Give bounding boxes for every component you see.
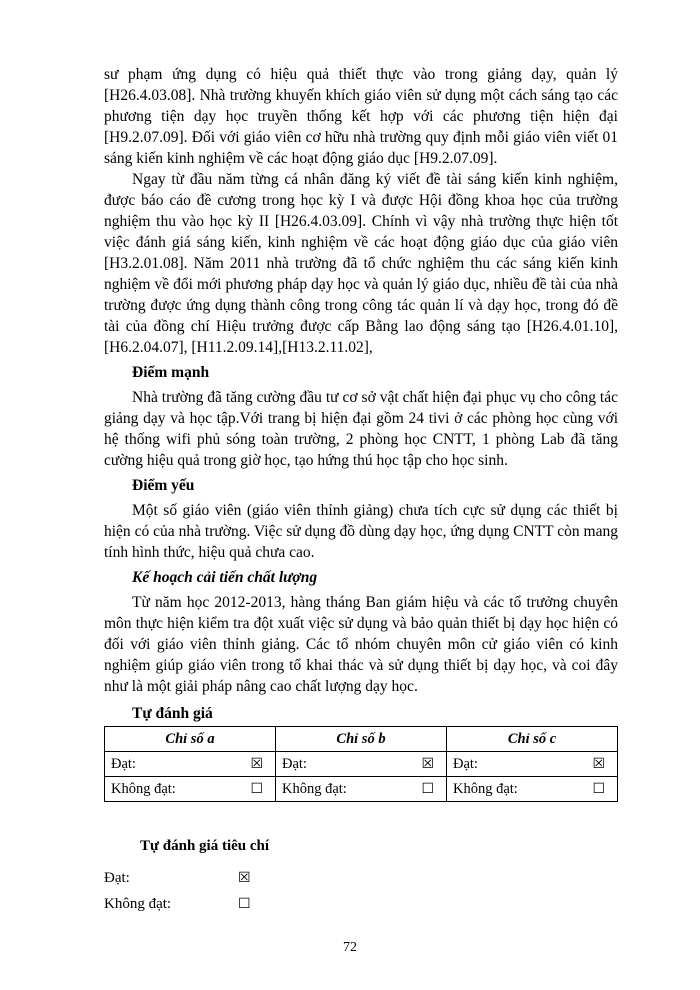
unchecked-box-icon[interactable]: ☐ xyxy=(238,896,251,912)
cell-pass-a xyxy=(105,752,276,777)
unchecked-box-icon[interactable]: ☐ xyxy=(592,781,605,797)
table-header-row xyxy=(105,727,618,752)
paragraph-2: Ngay từ đầu năm từng cá nhân đăng ký viết đề tài sáng kiến kinh nghiệm, được báo cáo đề cương trong học kỳ I và được Hội đồng khoa học của trường nghiệm thu vào học kỳ II [H26.4.03.09]. Chính vì vậy nhà trường thực hiện tốt việc đánh giá sáng kiến, kinh nghiệm về các hoạt động giáo dục của giáo viên [H3.2.01.08]. Năm 2011 nhà trường đã tổ chức nghiệm thu các sáng kiến kinh nghiệm về đổi mới phương pháp dạy học và quản lý giáo dục, nhiều đề tài của nhà trường được ứng dụng thành công trong công tác quản lí và dạy học, trong đó đề tài của đồng chí Hiệu trưởng được cấp Bằng lao động sáng tạo [H26.4.01.10], [H6.2.04.07], [H11.2.09.14],[H13.2.11.02], xyxy=(104,171,618,356)
column-header: Chỉ số c xyxy=(447,727,618,752)
strengths-heading: Điểm mạnh xyxy=(132,364,210,381)
fail-label: Không đạt: xyxy=(111,780,176,797)
plan-heading: Kế hoạch cải tiến chất lượng xyxy=(132,569,318,586)
page-number: 72 xyxy=(343,940,357,955)
criterion-title: Tự đánh giá tiêu chí xyxy=(140,838,270,854)
fail-label: Không đạt: xyxy=(282,780,347,797)
criterion-fail-label: Không đạt: xyxy=(104,895,172,912)
document-body xyxy=(104,64,618,917)
pass-label: Đạt: xyxy=(453,755,478,772)
self-assessment-table xyxy=(104,726,618,802)
criterion-fail-row xyxy=(104,891,618,917)
self-assessment-title: Tự đánh giá xyxy=(132,705,213,722)
pass-label: Đạt: xyxy=(111,755,136,772)
checked-box-icon[interactable]: ☒ xyxy=(421,756,434,772)
pass-label: Đạt: xyxy=(282,755,307,772)
cell-fail-c xyxy=(447,777,618,802)
checked-box-icon[interactable]: ☒ xyxy=(238,870,251,886)
cell-pass-c xyxy=(447,752,618,777)
table-row-fail xyxy=(105,777,618,802)
cell-fail-a xyxy=(105,777,276,802)
cell-pass-b xyxy=(276,752,447,777)
unchecked-box-icon[interactable]: ☐ xyxy=(250,781,263,797)
paragraph-1: sư phạm ứng dụng có hiệu quả thiết thực vào trong giảng dạy, quản lý [H26.4.03.08]. Nhà trường khuyến khích giáo viên sử dụng một cách sáng tạo các phương tiện dạy học truyền thống kết hợp với các phương tiện hiện đại [H9.2.07.09]. Đối với giáo viên cơ hữu nhà trường quy định mỗi giáo viên viết 01 sáng kiến kinh nghiệm về các hoạt động giáo dục [H9.2.07.09]. xyxy=(104,66,618,167)
criterion-pass-row xyxy=(104,865,618,891)
weaknesses-heading: Điểm yếu xyxy=(132,477,195,494)
checked-box-icon[interactable]: ☒ xyxy=(250,756,263,772)
table-row-pass xyxy=(105,752,618,777)
column-header: Chỉ số a xyxy=(105,727,276,752)
unchecked-box-icon[interactable]: ☐ xyxy=(421,781,434,797)
strengths-text: Nhà trường đã tăng cường đầu tư cơ sở vật chất hiện đại phục vụ cho công tác giảng dạy và học tập.Với trang bị hiện đại gồm 24 tivi ở các phòng học cùng với hệ thống wifi phủ sóng toàn trường, 2 phòng học CNTT, 1 phòng Lab đã tăng cường hiệu quả trong giờ học, tạo hứng thú học tập cho học sinh. xyxy=(104,389,618,469)
cell-fail-b xyxy=(276,777,447,802)
criterion-pass-label: Đạt: xyxy=(104,869,130,886)
weaknesses-text: Một số giáo viên (giáo viên thỉnh giảng) chưa tích cực sử dụng các thiết bị hiện có của nhà trường. Việc sử dụng đồ dùng dạy học, ứng dụng CNTT còn mang tính hình thức, hiệu quả chưa cao. xyxy=(104,502,618,561)
plan-text: Từ năm học 2012-2013, hàng tháng Ban giám hiệu và các tổ trưởng chuyên môn thực hiện kiểm tra đột xuất việc sử dụng và bảo quản thiết bị dạy học hiện có đối với giáo viên thỉnh giảng. Các tổ nhóm chuyên môn cử giáo viên có kinh nghiệm giúp giáo viên trong tổ khai thác và sử dụng thiết bị dạy học, và coi đây như là một giải pháp nâng cao chất lượng dạy học. xyxy=(104,594,618,695)
fail-label: Không đạt: xyxy=(453,780,518,797)
checked-box-icon[interactable]: ☒ xyxy=(592,756,605,772)
column-header: Chỉ số b xyxy=(276,727,447,752)
